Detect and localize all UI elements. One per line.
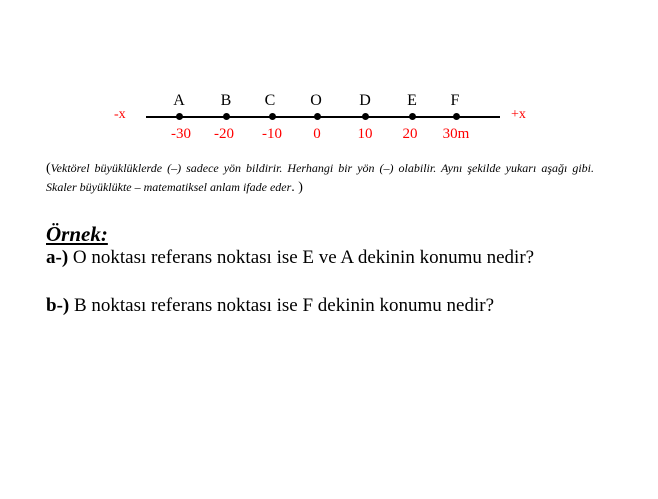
negative-x-label: -x [114, 107, 126, 122]
axis-line [146, 116, 500, 118]
point-value: -20 [214, 126, 234, 142]
note-open-paren: ( [46, 161, 51, 176]
point-value: -10 [262, 126, 282, 142]
point-value: 20 [402, 126, 418, 142]
question-text: B noktası referans noktası ise F dekinin konumu nedir? [73, 295, 495, 316]
question-label: b-) [46, 295, 70, 316]
point-value: 30m [442, 126, 470, 142]
question-b [46, 294, 594, 317]
point-value: -30 [171, 126, 191, 142]
question-a [46, 246, 594, 269]
point-dot [223, 113, 230, 120]
sign-convention-note [46, 159, 594, 197]
point-dot [453, 113, 460, 120]
point-letter: C [264, 92, 276, 109]
point-letter: F [450, 92, 460, 109]
point-letter: D [359, 92, 371, 109]
point-dot [314, 113, 321, 120]
point-dot [176, 113, 183, 120]
point-letter: E [407, 92, 417, 109]
point-dot [362, 113, 369, 120]
note-text: Vektörel büyüklüklerde (–) sadece yön bildirir. Herhangi bir yön (–) olabilir. Aynı şekilde yukarı aşağı gibi. Skaler büyüklükte – matematiksel anlam ifade eder [46, 161, 594, 194]
note-close: . ) [291, 180, 303, 195]
point-dot [409, 113, 416, 120]
point-letter: B [220, 92, 232, 109]
question-label: a-) [46, 247, 69, 268]
question-text: O noktası referans noktası ise E ve A dekinin konumu nedir? [72, 247, 535, 268]
point-letter: O [310, 92, 322, 109]
example-heading: Örnek: [46, 222, 108, 246]
point-value: 0 [313, 126, 321, 142]
positive-x-label: +x [511, 107, 526, 122]
point-dot [269, 113, 276, 120]
point-letter: A [173, 92, 185, 109]
point-value: 10 [357, 126, 373, 142]
